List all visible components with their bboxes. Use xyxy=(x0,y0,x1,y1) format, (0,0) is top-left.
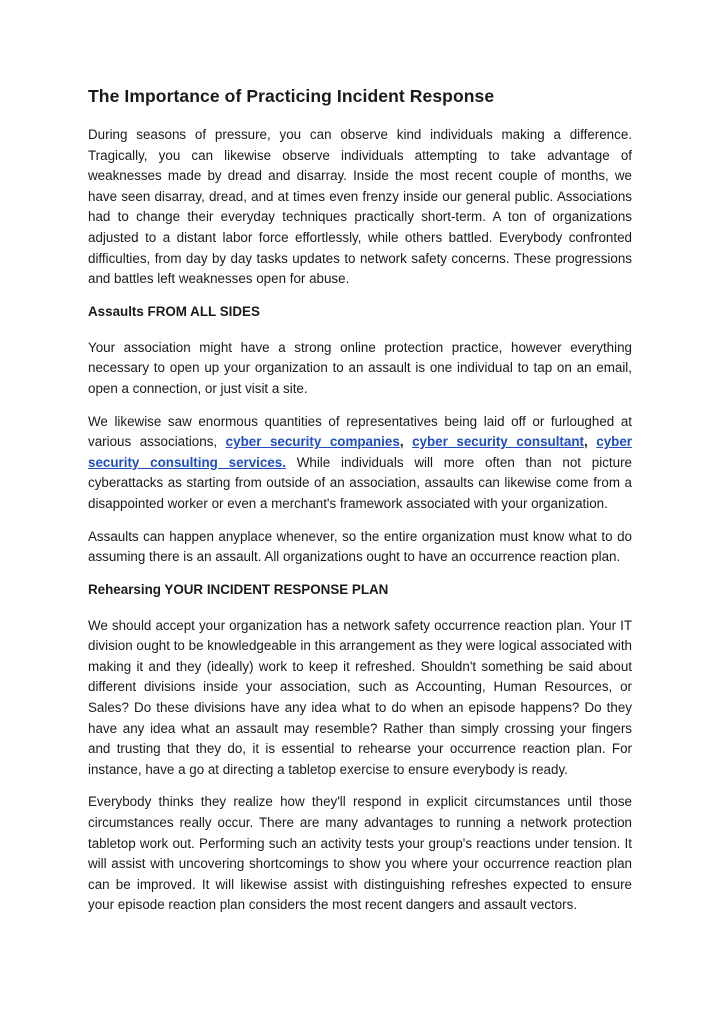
rehearsing-paragraph-2: Everybody thinks they realize how they'll respond in explicit circumstances until those circumstances really occur. There are many advantages to running a network protection tabletop work out. Performing such an activity tests your group's reactions under tension. It will assist with uncovering shortcomings to show you where your occurrence reaction plan can be improved. It will likewise assist with distinguishing refreshes expected to ensure your episode reaction plan considers the most recent dangers and assault vectors. xyxy=(88,794,632,913)
intro-paragraph: During seasons of pressure, you can observe kind individuals making a difference. Tragically, you can likewise observe individuals attempting to take advantage of weaknesses made by dread and disarray. Inside the most recent couple of months, we have seen disarray, dread, and at times even frenzy inside our general public. Associations had to change their everyday techniques practically short-term. A ton of organizations adjusted to a distant labor force effortlessly, while others battled. Everybody confronted difficulties, from day by day tasks updates to network safety concerns. These progressions and battles left weaknesses open for abuse. xyxy=(88,127,632,287)
link-separator: , xyxy=(399,434,404,450)
section-heading-assaults: Assaults FROM ALL SIDES xyxy=(88,303,260,319)
assaults-paragraph-3: Assaults can happen anyplace whenever, so the entire organization must know what to do assuming there is an assault. All organizations ought to have an occurrence reaction plan. xyxy=(88,528,632,565)
link-cyber-security-companies[interactable]: cyber security companies xyxy=(225,434,400,450)
link-cyber-security-consultant[interactable]: cyber security consultant xyxy=(412,434,584,450)
assaults-paragraph-2 xyxy=(88,412,632,515)
rehearsing-paragraph-1: We should accept your organization has a network safety occurrence reaction plan. Your IT division ought to be knowledgeable in this arrangement as they were logical associated with making it and they (ideally) work to keep it refreshed. Shouldn't something be said about different divisions inside your association, such as Accounting, Human Resources, or Sales? Do these divisions have any idea what to do when an episode happens? Do they have any idea what an assault may resemble? Rather than simply crossing your fingers and trusting that they do, it is essential to rehearse your occurrence reaction plan. For instance, have a go at directing a tabletop exercise to ensure everybody is ready. xyxy=(88,617,632,777)
assaults-paragraph-1: Your association might have a strong online protection practice, however everything necessary to open up your organization to an assault is one individual to tap on an email, open a connection, or just visit a site. xyxy=(88,339,632,396)
link-cyber-security-consulting-services[interactable]: cyber security consulting services. xyxy=(88,434,632,470)
page-title: The Importance of Practicing Incident Response xyxy=(88,86,495,106)
link-separator: , xyxy=(583,434,588,450)
section-heading-rehearsing: Rehearsing YOUR INCIDENT RESPONSE PLAN xyxy=(88,581,389,597)
assaults-paragraph-2-start: We likewise saw enormous quantities of representatives being laid off or furloughed at various associations, xyxy=(88,413,632,450)
assaults-paragraph-2-end: While individuals will more often than not picture cyberattacks as starting from outside of an association, assaults can likewise come from a disappointed worker or even a merchant's framework associated with your organization. xyxy=(88,454,632,511)
